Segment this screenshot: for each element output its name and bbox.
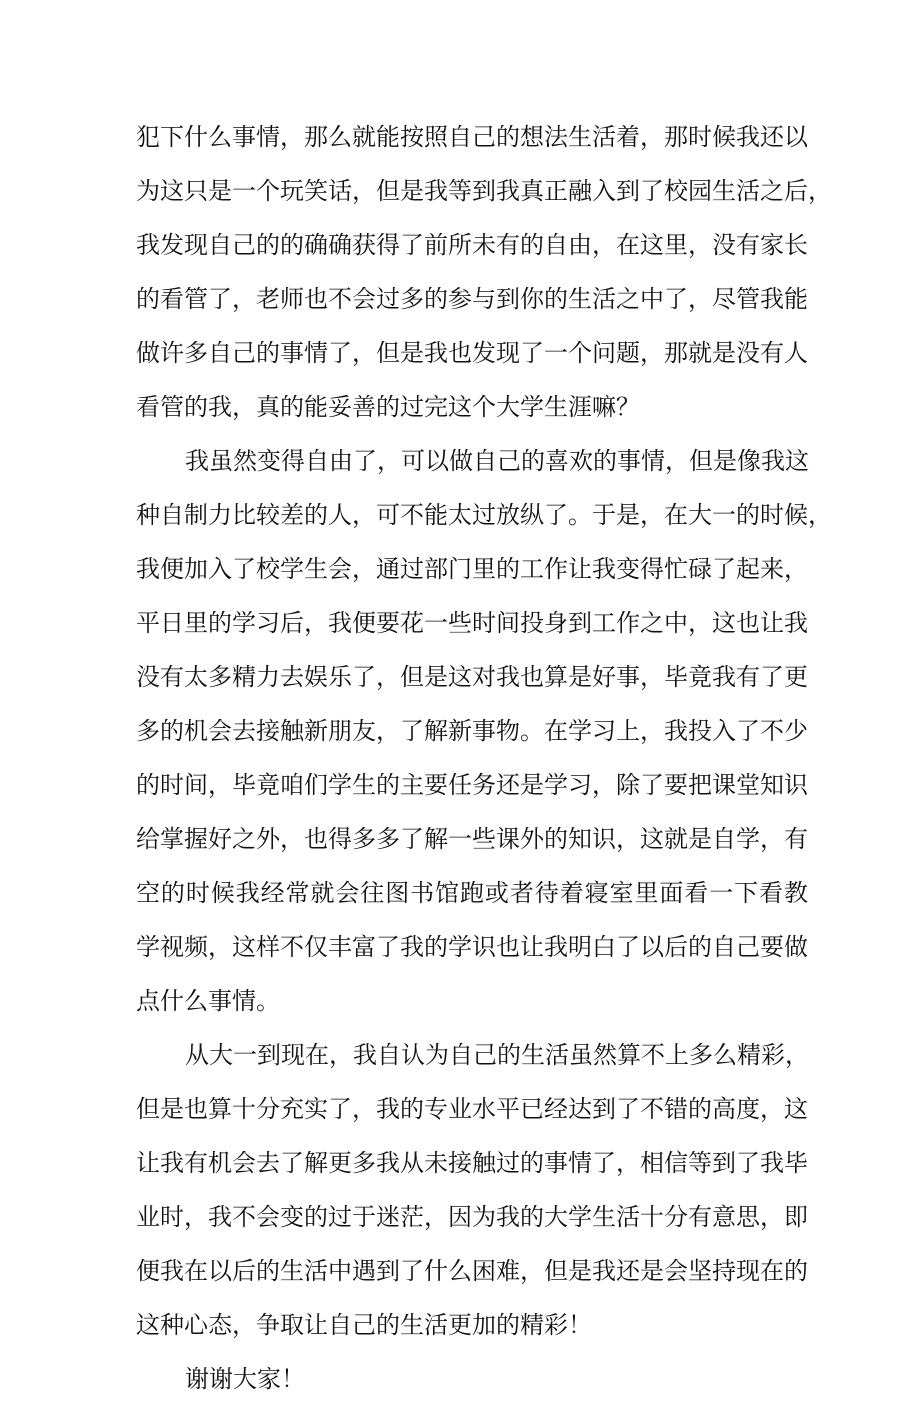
text-line: 便我在以后的生活中遇到了什么困难，但是我还是会坚持现在的 [136, 1257, 808, 1285]
text-line: 业时，我不会变的过于迷茫，因为我的大学生活十分有意思，即 [136, 1203, 808, 1231]
text-line: 学视频，这样不仅丰富了我的学识也让我明白了以后的自己要做 [136, 933, 808, 961]
text-line: 我发现自己的的确确获得了前所未有的自由，在这里，没有家长 [136, 231, 808, 259]
text-line: 让我有机会去了解更多我从未接触过的事情了，相信等到了我毕 [136, 1149, 808, 1177]
text-line: 但是也算十分充实了，我的专业水平已经达到了不错的高度，这 [136, 1095, 808, 1123]
text-line: 的时间，毕竟咱们学生的主要任务还是学习，除了要把课堂知识 [136, 771, 808, 799]
text-line: 做许多自己的事情了，但是我也发现了一个问题，那就是没有人 [136, 339, 808, 367]
text-line: 从大一到现在，我自认为自己的生活虽然算不上多么精彩， [185, 1041, 809, 1069]
text-line: 空的时候我经常就会往图书馆跑或者待着寝室里面看一下看教 [136, 879, 808, 907]
text-line: 我虽然变得自由了，可以做自己的喜欢的事情，但是像我这 [185, 447, 809, 475]
text-line: 谢谢大家！ [185, 1365, 305, 1393]
text-line: 点什么事情。 [136, 987, 280, 1015]
text-line: 多的机会去接触新朋友，了解新事物。在学习上，我投入了不少 [136, 717, 808, 745]
text-line: 给掌握好之外，也得多多了解一些课外的知识，这就是自学，有 [136, 825, 808, 853]
text-line: 看管的我，真的能妥善的过完这个大学生涯嘛？ [136, 393, 640, 421]
body-text [136, 110, 832, 1406]
text-line: 犯下什么事情，那么就能按照自己的想法生活着，那时候我还以 [136, 123, 808, 151]
text-line: 没有太多精力去娱乐了，但是这对我也算是好事，毕竟我有了更 [136, 663, 808, 691]
text-line: 种自制力比较差的人，可不能太过放纵了。于是，在大一的时候， [136, 501, 832, 529]
text-line: 的看管了，老师也不会过多的参与到你的生活之中了，尽管我能 [136, 285, 808, 313]
text-line: 这种心态，争取让自己的生活更加的精彩！ [136, 1311, 592, 1339]
text-line: 我便加入了校学生会，通过部门里的工作让我变得忙碌了起来， [136, 555, 808, 583]
text-line: 为这只是一个玩笑话，但是我等到我真正融入到了校园生活之后， [136, 177, 832, 205]
text-line: 平日里的学习后，我便要花一些时间投身到工作之中，这也让我 [136, 609, 808, 637]
